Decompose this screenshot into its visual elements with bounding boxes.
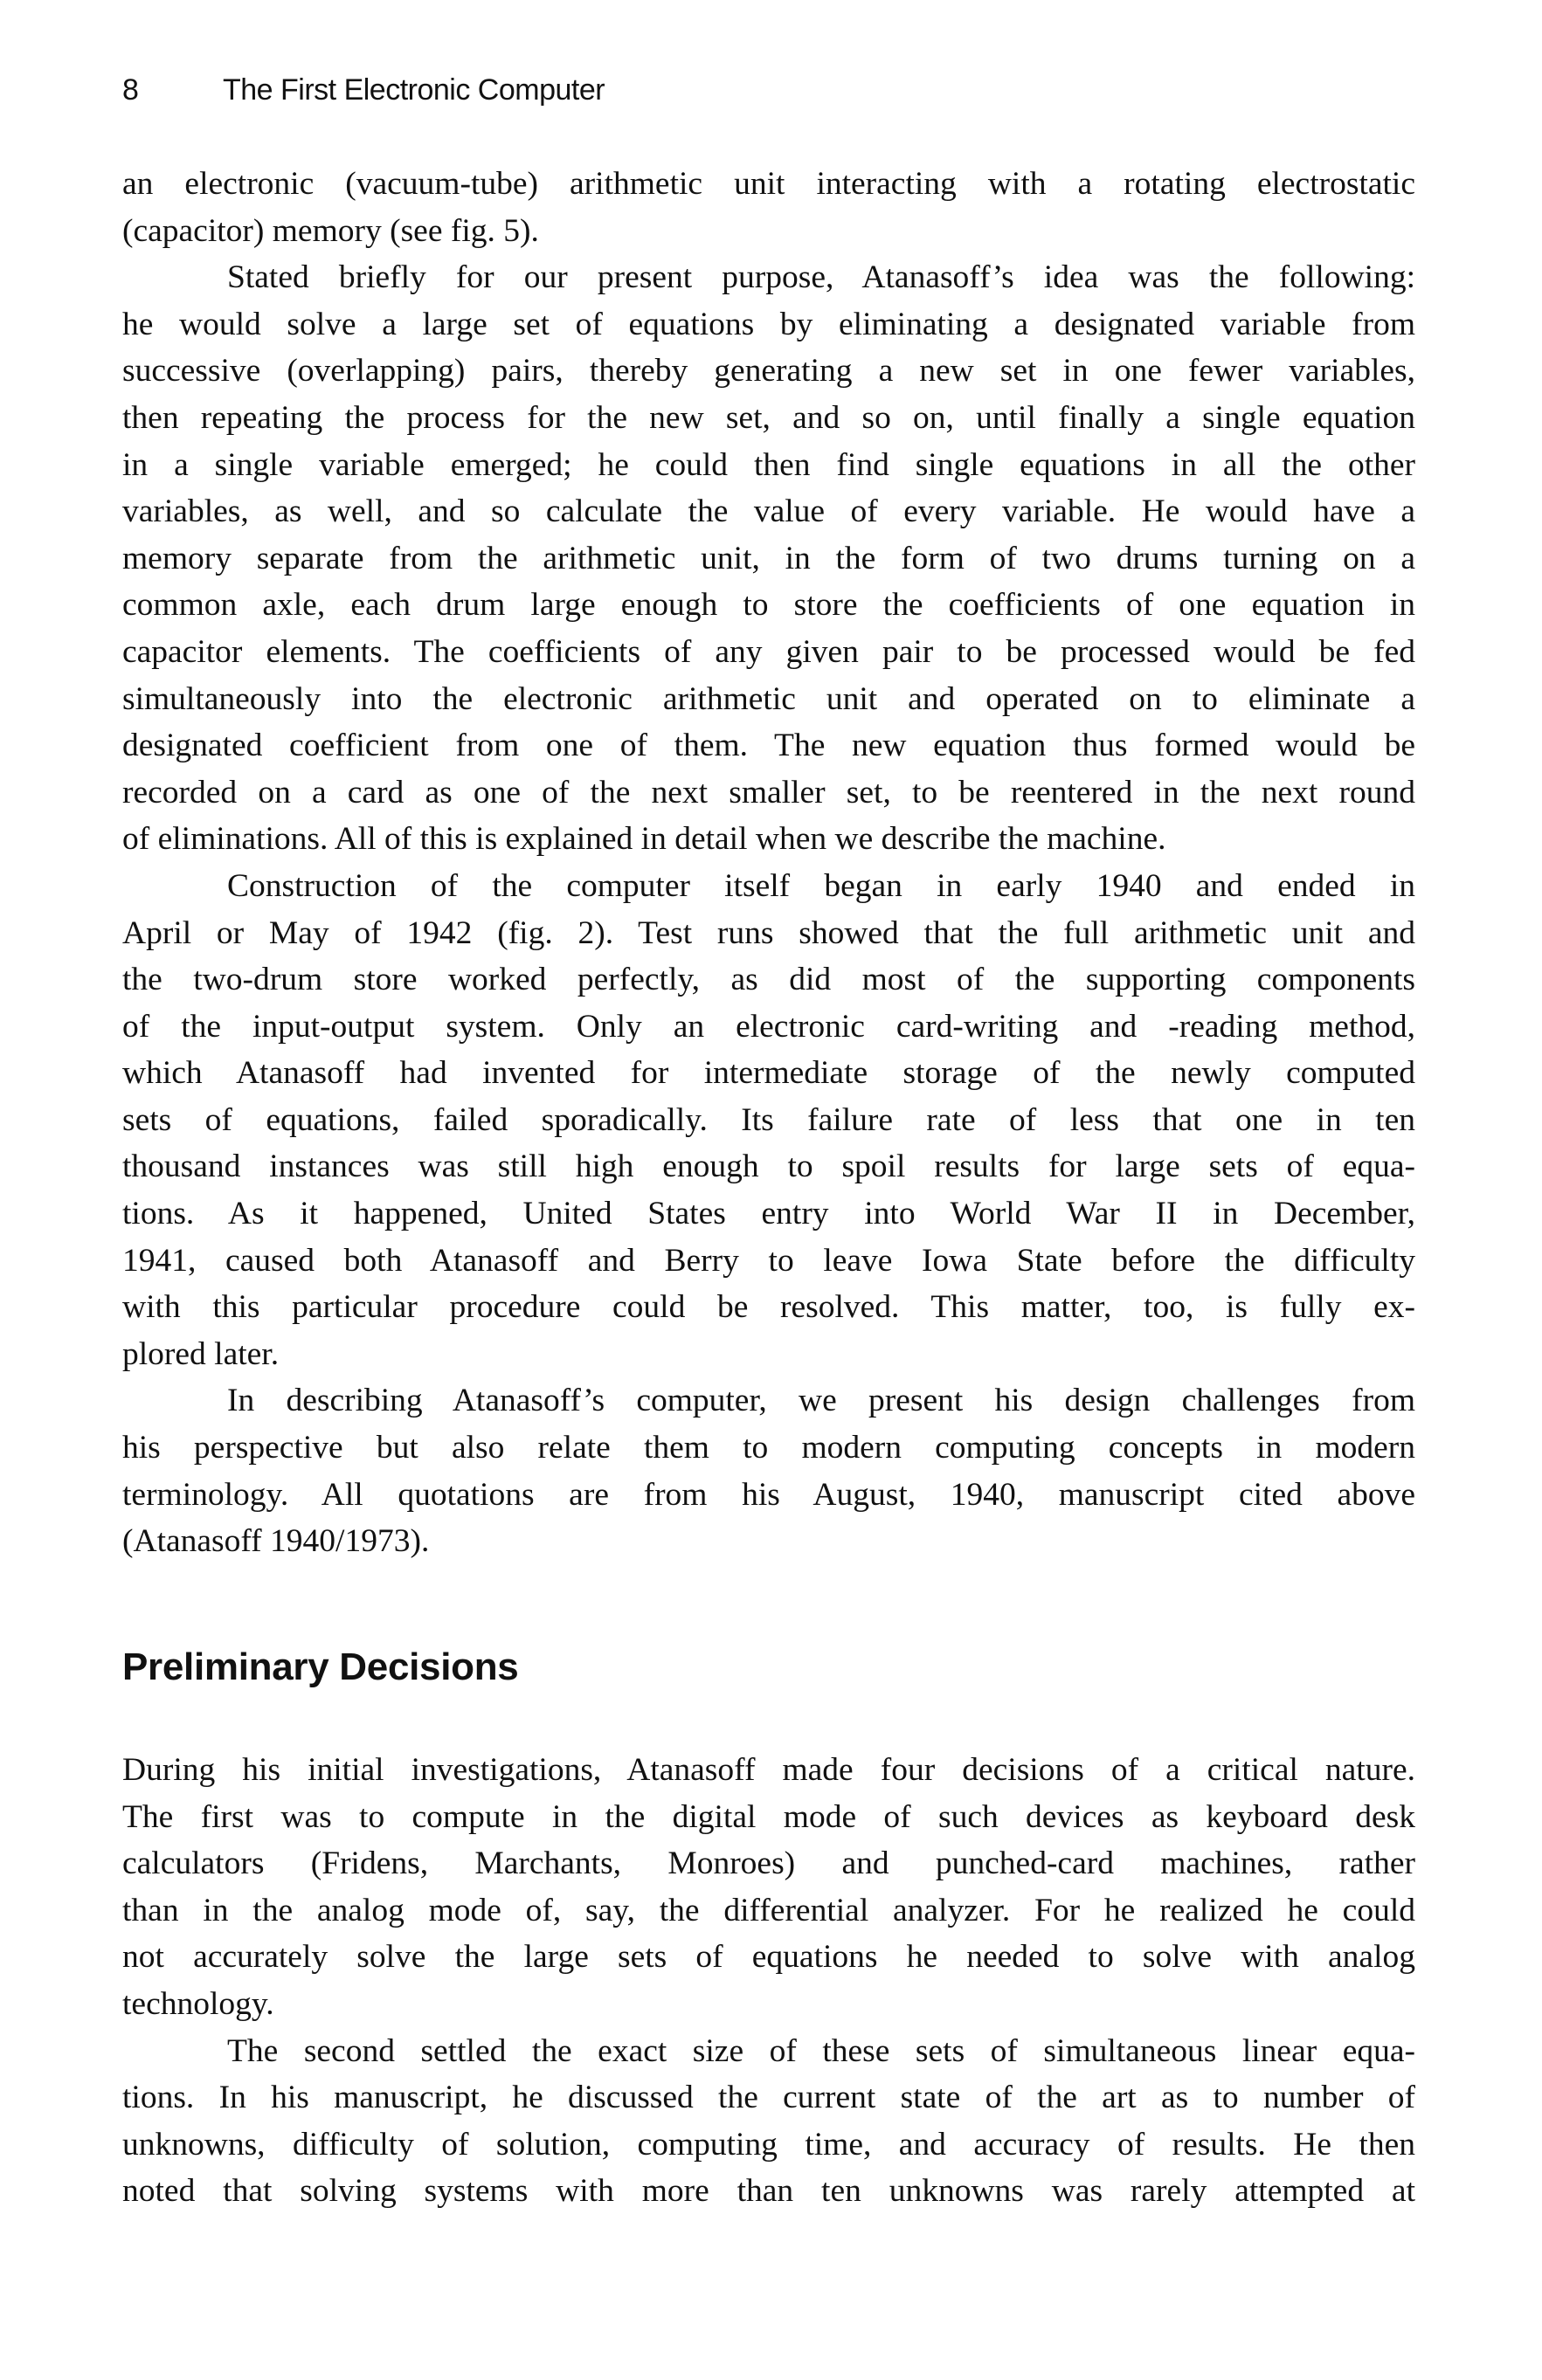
text-line: (capacitor) memory (see fig. 5). (122, 212, 539, 249)
text-line: plored later. (122, 1335, 280, 1372)
text-line: 1941, caused both Atanasoff and Berry to leave Iowa State before the difficulty (122, 1242, 1415, 1279)
text-line: he would solve a large set of equations by eliminating a designated variable from (122, 306, 1415, 342)
text-line: an electronic (vacuum-tube) arithmetic unit interacting with a rotating electrostatic (122, 166, 1415, 202)
text-line: which Atanasoff had invented for intermediate storage of the newly computed (122, 1055, 1415, 1092)
text-line: in a single variable emerged; he could then find single equations in all the other (122, 446, 1415, 483)
text-line: The second settled the exact size of these sets of simultaneous linear equa- (227, 2032, 1415, 2069)
text-line: variables, as well, and so calculate the value of every variable. He would have a (122, 493, 1415, 530)
text-line: calculators (Fridens, Marchants, Monroes) and punched-card machines, rather (122, 1845, 1415, 1882)
text-line: of the input-output system. Only an electronic card-writing and -reading method, (122, 1008, 1415, 1045)
section-heading: Preliminary Decisions (122, 1645, 519, 1688)
text-line: In describing Atanasoff’s computer, we present his design challenges from (227, 1383, 1415, 1419)
text-line: Stated briefly for our present purpose, Atanasoff’s idea was the following: (227, 259, 1415, 296)
text-line: recorded on a card as one of the next smaller set, to be reentered in the next round (122, 774, 1415, 811)
text-line: unknowns, difficulty of solution, computing time, and accuracy of results. He then (122, 2126, 1415, 2163)
text-line: than in the analog mode of, say, the differential analyzer. For he realized he could (122, 1892, 1415, 1928)
text-line: sets of equations, failed sporadically. Its failure rate of less that one in ten (122, 1101, 1415, 1138)
body-text-section-1 (122, 161, 1415, 1565)
running-header (122, 73, 605, 107)
text-line: (Atanasoff 1940/1973). (122, 1523, 430, 1560)
text-line: Construction of the computer itself began in early 1940 and ended in (227, 867, 1415, 904)
text-line: his perspective but also relate them to modern computing concepts in modern (122, 1430, 1415, 1466)
text-line: successive (overlapping) pairs, thereby generating a new set in one fewer variables, (122, 353, 1415, 390)
text-line: memory separate from the arithmetic unit, in the form of two drums turning on a (122, 540, 1415, 576)
text-line: common axle, each drum large enough to store the coefficients of one equation in (122, 587, 1415, 624)
text-line: designated coefficient from one of them. The new equation thus formed would be (122, 728, 1415, 764)
text-line: then repeating the process for the new set, and so on, until finally a single equation (122, 399, 1415, 436)
text-line: terminology. All quotations are from his August, 1940, manuscript cited above (122, 1476, 1415, 1513)
text-line: During his initial investigations, Atanasoff made four decisions of a critical nature. (122, 1752, 1415, 1788)
text-line: with this particular procedure could be resolved. This matter, too, is fully ex- (122, 1289, 1415, 1326)
text-line: of eliminations. All of this is explained in detail when we describe the machine. (122, 821, 1166, 858)
text-line: thousand instances was still high enough to spoil results for large sets of equa- (122, 1149, 1415, 1185)
text-line: tions. In his manuscript, he discussed the current state of the art as to number of (122, 2080, 1415, 2116)
text-line: technology. (122, 1985, 274, 2022)
text-line: tions. As it happened, United States entry into World War II in December, (122, 1196, 1415, 1232)
text-line: April or May of 1942 (fig. 2). Test runs showed that the full arithmetic unit and (122, 914, 1415, 951)
body-text-section-2 (122, 1747, 1415, 2215)
text-line: noted that solving systems with more than ten unknowns was rarely attempted at (122, 2173, 1415, 2210)
text-line: not accurately solve the large sets of equations he needed to solve with analog (122, 1939, 1415, 1976)
text-line: capacitor elements. The coefficients of any given pair to be processed would be fed (122, 633, 1415, 670)
page-number: 8 (122, 73, 139, 107)
running-title: The First Electronic Computer (223, 73, 605, 107)
text-line: the two-drum store worked perfectly, as did most of the supporting components (122, 962, 1415, 998)
text-line: simultaneously into the electronic arithmetic unit and operated on to eliminate a (122, 680, 1415, 717)
text-line: The first was to compute in the digital mode of such devices as keyboard desk (122, 1798, 1415, 1835)
